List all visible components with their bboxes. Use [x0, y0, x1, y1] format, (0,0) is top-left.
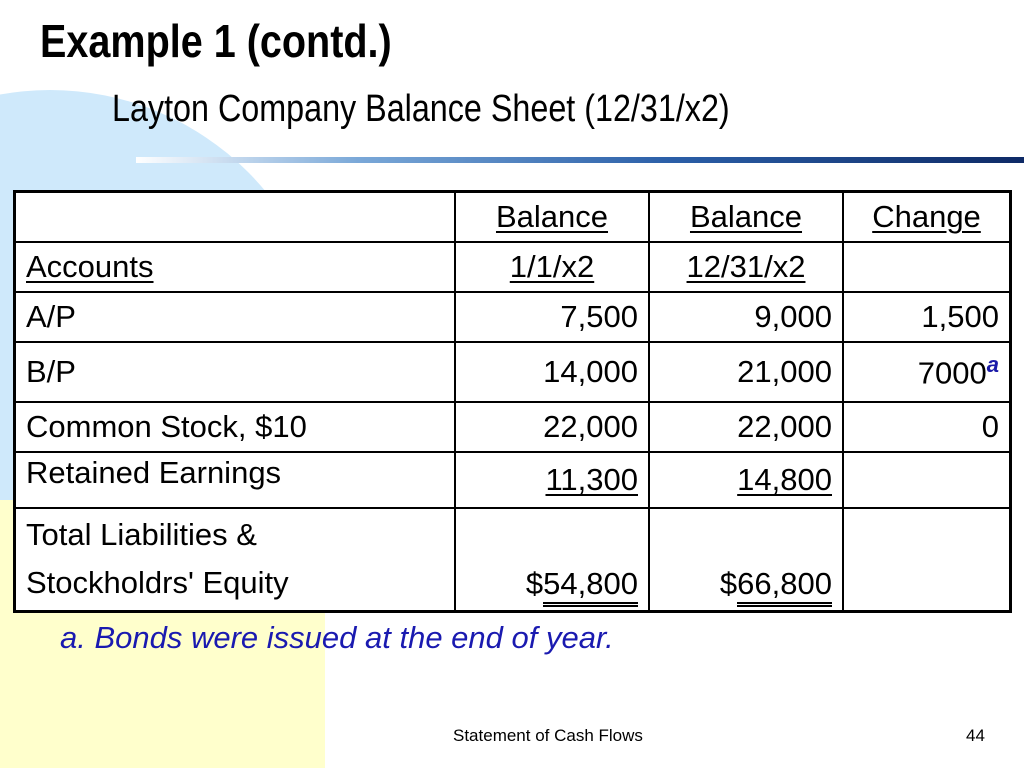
account-name: Retained Earnings [15, 452, 456, 508]
footer-title: Statement of Cash Flows [453, 726, 643, 745]
account-name: Common Stock, $10 [15, 402, 456, 452]
balance-begin: 11,300 [545, 461, 638, 497]
header-cell-empty [15, 192, 456, 242]
header-accounts: Accounts [26, 248, 154, 284]
total-label-cell [15, 508, 456, 612]
header-cell [649, 192, 843, 242]
balance-end: 9,000 [649, 292, 843, 342]
balance-end-cell [649, 452, 843, 508]
header-cell [15, 242, 456, 292]
total-begin: 54,800 [543, 566, 638, 607]
slide-title: Example 1 (contd.) [40, 15, 392, 67]
total-end: 66,800 [737, 566, 832, 607]
table-row [15, 452, 1011, 508]
balance-end: 22,000 [649, 402, 843, 452]
balance-change [843, 452, 1011, 508]
header-cell [455, 242, 649, 292]
balance-begin: 7,500 [455, 292, 649, 342]
currency-symbol: $ [719, 566, 738, 601]
title-divider [136, 157, 1024, 163]
balance-begin: 22,000 [455, 402, 649, 452]
footnote: a. Bonds were issued at the end of year. [60, 620, 614, 655]
balance-begin: 14,000 [455, 342, 649, 402]
header-date-begin: 1/1/x2 [509, 248, 595, 284]
table-row [15, 342, 1011, 402]
header-cell [843, 192, 1011, 242]
table-row [15, 292, 1011, 342]
header-row-2 [15, 242, 1011, 292]
balance-end: 14,800 [737, 461, 832, 497]
page-number: 44 [966, 726, 985, 745]
currency-symbol: $ [525, 566, 544, 601]
header-cell [455, 192, 649, 242]
total-end-cell [649, 508, 843, 612]
balance-change: 1,500 [843, 292, 1011, 342]
header-date-end: 12/31/x2 [686, 248, 806, 284]
header-balance-begin: Balance [495, 198, 609, 234]
total-begin-cell [455, 508, 649, 612]
footnote-marker: a [986, 351, 999, 377]
total-change-empty [843, 508, 1011, 612]
header-row-1 [15, 192, 1011, 242]
balance-begin-cell [455, 452, 649, 508]
balance-change: 0 [843, 402, 1011, 452]
balance-sheet-table [13, 190, 1012, 613]
total-label-line-1: Total Liabilities & [26, 516, 257, 552]
total-label-line-2: Stockholdrs' Equity [26, 564, 289, 600]
table-row [15, 402, 1011, 452]
balance-end: 21,000 [649, 342, 843, 402]
balance-change: 7000 [917, 355, 987, 391]
header-balance-end: Balance [689, 198, 803, 234]
header-cell-empty [843, 242, 1011, 292]
account-name: B/P [15, 342, 456, 402]
account-name: A/P [15, 292, 456, 342]
total-row [15, 508, 1011, 612]
balance-change-cell [843, 342, 1011, 402]
header-change: Change [872, 198, 981, 234]
slide-subtitle: Layton Company Balance Sheet (12/31/x2) [112, 88, 730, 130]
header-cell [649, 242, 843, 292]
